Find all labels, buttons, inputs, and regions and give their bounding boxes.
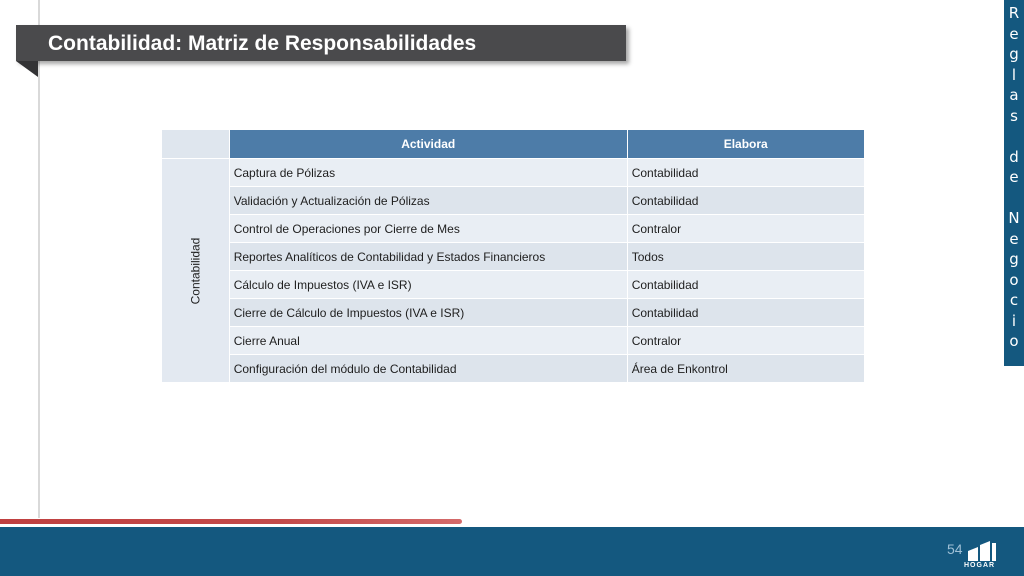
prepares-cell: Contabilidad [627, 271, 864, 299]
prepares-cell: Contabilidad [627, 299, 864, 327]
prepares-cell: Contabilidad [627, 159, 864, 187]
prepares-cell: Todos [627, 243, 864, 271]
tab-letter: R [1008, 4, 1020, 22]
prepares-column-header: Elabora [627, 130, 864, 159]
activity-cell: Cierre de Cálculo de Impuestos (IVA e ISR) [229, 299, 627, 327]
tab-letter: o [1009, 332, 1019, 350]
table-row [162, 215, 865, 243]
title-banner-fold [16, 61, 38, 77]
tab-letter: N [1008, 209, 1020, 227]
logo-wordmark: HOGAR [964, 562, 996, 569]
activity-cell: Cierre Anual [229, 327, 627, 355]
table-row [162, 243, 865, 271]
footer-bar [0, 527, 1024, 576]
title-banner [16, 25, 626, 61]
tab-letter: o [1009, 270, 1019, 289]
tab-letter: g [1009, 45, 1019, 63]
group-label: Contabilidad [188, 237, 203, 304]
responsibility-matrix-table [161, 129, 865, 383]
page-number: 54 [947, 541, 963, 557]
tab-letter: e [1009, 168, 1019, 186]
tab-letter: i [1011, 311, 1017, 330]
prepares-cell: Contralor [627, 327, 864, 355]
table-row [162, 187, 865, 215]
prepares-cell: Contralor [627, 215, 864, 243]
activity-cell: Configuración del módulo de Contabilidad [229, 355, 627, 383]
prepares-cell: Contabilidad [627, 187, 864, 215]
tab-letter: l [1011, 65, 1017, 84]
activity-cell: Captura de Pólizas [229, 159, 627, 187]
table-row [162, 327, 865, 355]
reglas-de-negocio-tab[interactable] [1004, 0, 1024, 366]
tab-letter: c [1009, 291, 1019, 309]
activity-cell: Reportes Analíticos de Contabilidad y Estados Financieros [229, 243, 627, 271]
activity-cell: Cálculo de Impuestos (IVA e ISR) [229, 271, 627, 299]
tab-letter: e [1009, 229, 1019, 248]
activity-column-header: Actividad [229, 130, 627, 159]
table-row [162, 159, 865, 187]
tab-letter: g [1009, 250, 1019, 268]
tab-letter: a [1009, 86, 1019, 104]
table-row [162, 271, 865, 299]
group-cell [162, 159, 230, 383]
corner-header-cell [162, 130, 230, 159]
bottom-accent-stripe [0, 519, 462, 524]
table-header-row [162, 130, 865, 159]
table-row [162, 299, 865, 327]
table-row [162, 355, 865, 383]
activity-cell: Validación y Actualización de Pólizas [229, 187, 627, 215]
prepares-cell: Área de Enkontrol [627, 355, 864, 383]
tab-letter: d [1009, 147, 1019, 166]
tab-letter: s [1010, 106, 1018, 125]
slide-title: Contabilidad: Matriz de Responsabilidades [48, 32, 477, 55]
left-divider-line [38, 0, 40, 518]
tab-letter: e [1009, 24, 1019, 43]
activity-cell: Control de Operaciones por Cierre de Mes [229, 215, 627, 243]
